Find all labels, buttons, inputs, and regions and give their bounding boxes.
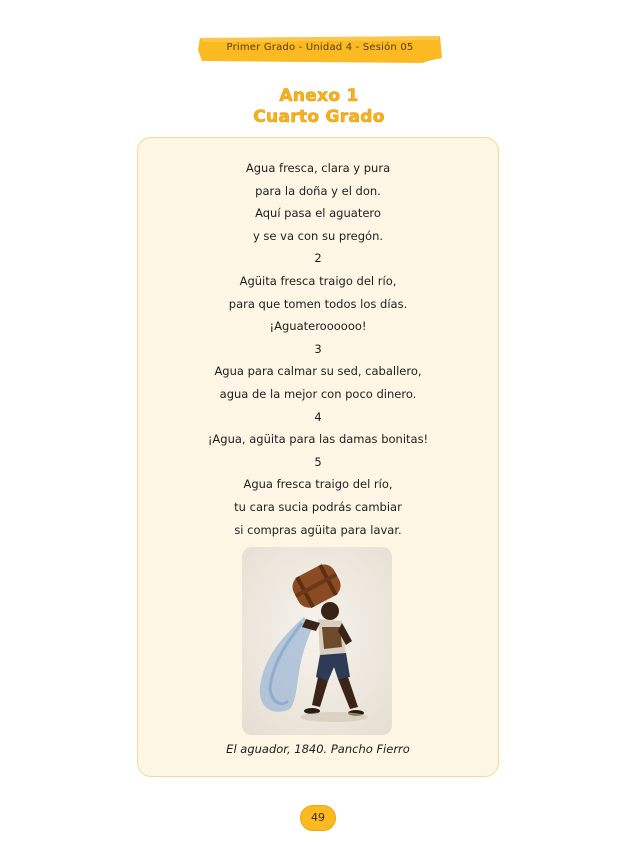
poem-line: agua de la mejor con poco dinero.: [219, 386, 417, 401]
poem-line: tu cara sucia podrás cambiar: [234, 499, 402, 514]
poem-line: Agua para calmar su sed, caballero,: [214, 364, 422, 379]
page-number: 49: [300, 805, 336, 831]
stanza-number: 2: [314, 251, 322, 266]
poem-line: ¡Agua, agüita para las damas bonitas!: [207, 432, 429, 447]
poem-line: para que tomen todos los días.: [228, 296, 408, 311]
poem-line: para la doña y el don.: [255, 183, 381, 198]
poem-line: ¡Aguateroooooo!: [269, 319, 367, 334]
poem-line: Aquí pasa el aguatero: [255, 206, 381, 221]
stanza-number: 3: [314, 341, 322, 356]
aguador-painting: [242, 547, 392, 735]
stanza-number: 5: [314, 454, 322, 469]
session-label: Primer Grado - Unidad 4 - Sesión 05: [226, 42, 414, 53]
poem: [137, 157, 499, 541]
figure-caption: El aguador, 1840. Pancho Fierro: [226, 742, 410, 756]
poem-line: si compras agüita para lavar.: [234, 522, 402, 537]
stanza-number: 4: [314, 409, 322, 424]
poem-line: Agüita fresca traigo del río,: [239, 273, 397, 288]
annex-subtitle: Cuarto Grado: [253, 107, 385, 127]
poem-line: y se va con su pregón.: [252, 228, 384, 243]
annex-title: Anexo 1: [279, 86, 359, 106]
poem-line: Agua fresca traigo del río,: [243, 477, 393, 492]
header-banner: [196, 36, 444, 64]
poem-line: Agua fresca, clara y pura: [245, 161, 391, 175]
